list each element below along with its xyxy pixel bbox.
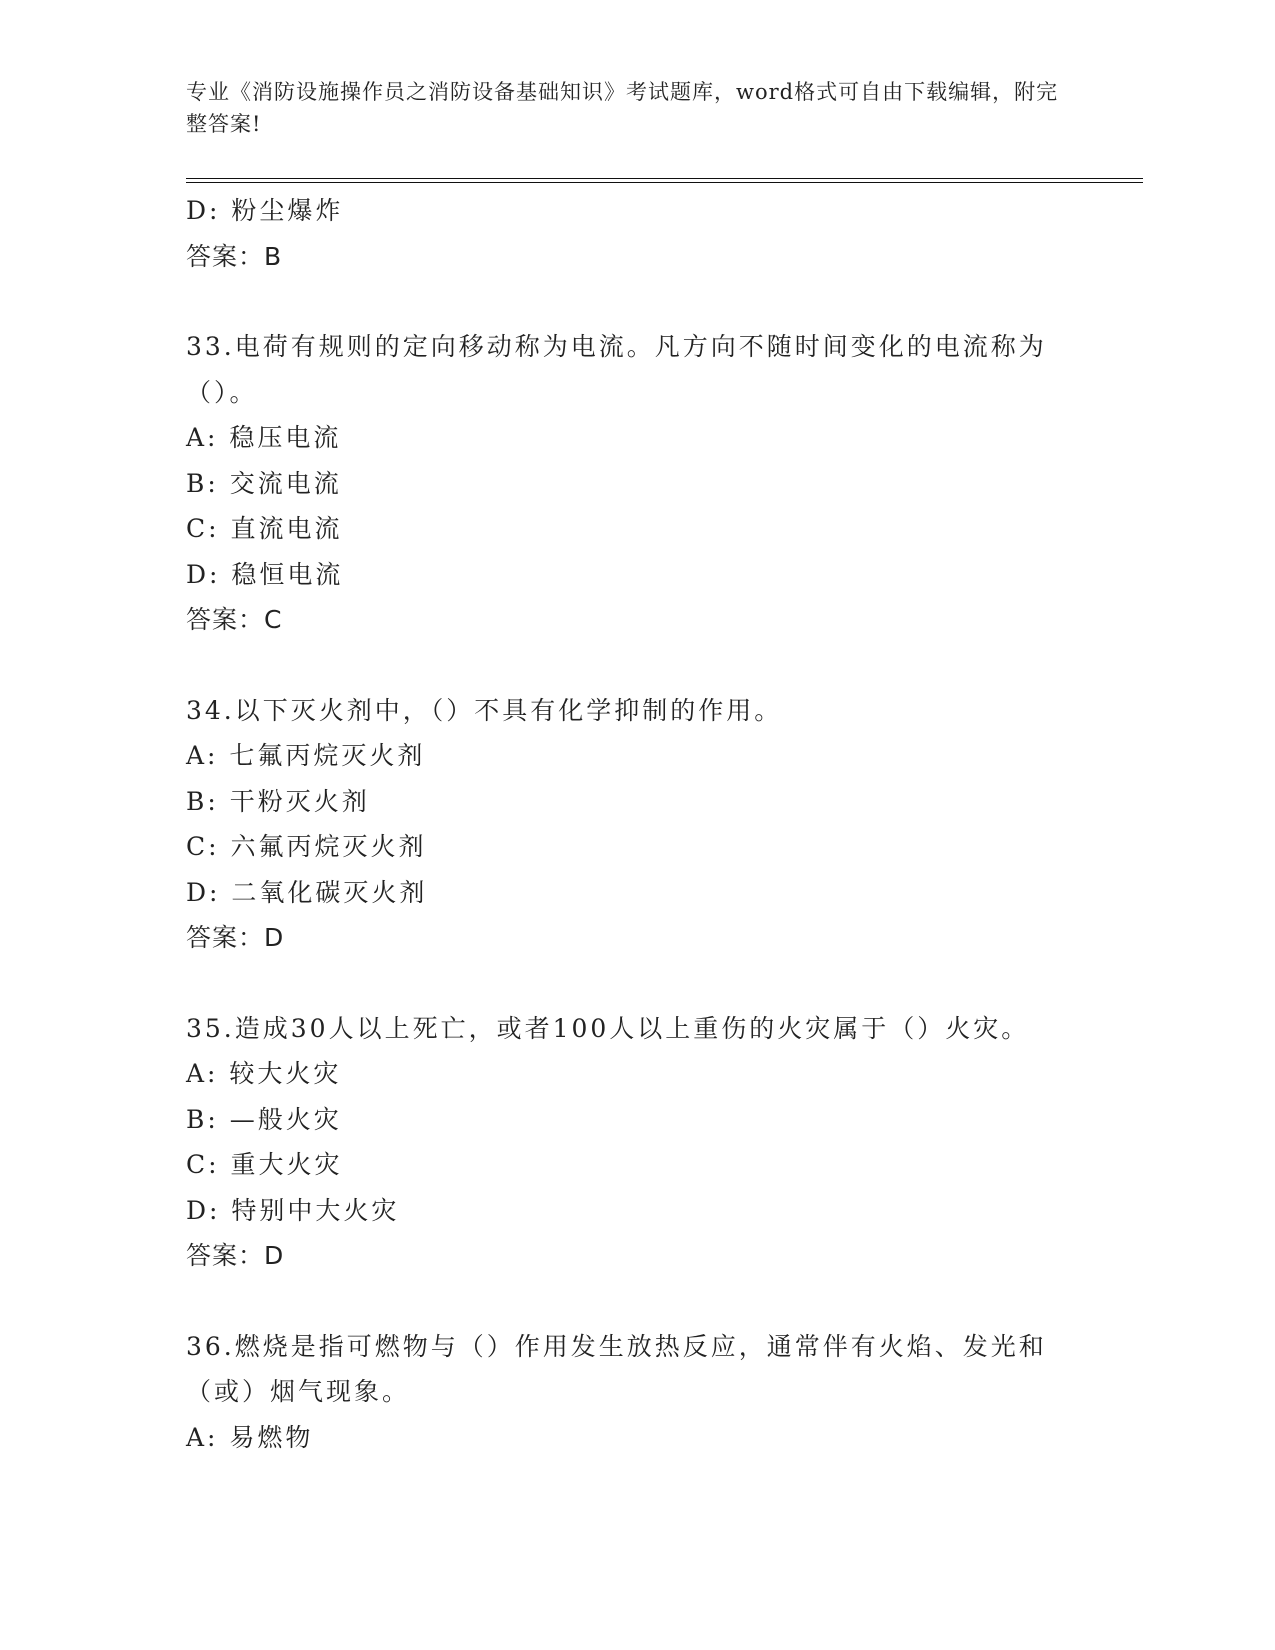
question-34-answer: 答案：D: [186, 923, 285, 952]
spacer: [186, 643, 1086, 688]
header-rule-top: [186, 178, 1143, 179]
question-36-line-2: （或）烟气现象。: [186, 1377, 411, 1406]
question-33-option-c: C: 直流电流: [186, 514, 343, 543]
question-33-line-2: （）。: [186, 377, 258, 407]
question-36-line-1: 36.燃烧是指可燃物与（）作用发生放热反应，通常伴有火焰、发光和: [186, 1331, 1047, 1361]
question-35-option-b: B: —般火灾: [186, 1104, 342, 1134]
question-34-option-d: D: 二氧化碳灭火剂: [186, 877, 428, 907]
question-34-option-a: A: 七氟丙烷灭火剂: [186, 741, 426, 770]
question-36-option-a: A: 易燃物: [186, 1422, 314, 1452]
question-33-option-a: A: 稳压电流: [186, 423, 342, 452]
question-35-option-a: A: 较大火灾: [186, 1059, 342, 1088]
prev-option-d: D: 粉尘爆炸: [186, 196, 344, 225]
prev-answer: 答案：B: [186, 241, 283, 271]
question-35-option-d: D: 特别中大火灾: [186, 1195, 400, 1225]
document-body: [186, 188, 1086, 1460]
question-35-line-1: 35.造成30人以上死亡，或者100人以上重伤的火灾属于（）火灾。: [186, 1013, 1030, 1043]
question-33-line-1: 33.电荷有规则的定向移动称为电流。凡方向不随时间变化的电流称为: [186, 332, 1047, 361]
spacer: [186, 279, 1086, 324]
spacer: [186, 1279, 1086, 1324]
question-33-option-b: B: 交流电流: [186, 468, 342, 498]
question-34-option-b: B: 干粉灭火剂: [186, 786, 370, 816]
question-33-option-d: D: 稳恒电流: [186, 559, 344, 589]
spacer: [186, 961, 1086, 1006]
question-33-answer: 答案：C: [186, 605, 283, 634]
question-34-line-1: 34.以下灭火剂中，（）不具有化学抑制的作用。: [186, 695, 783, 725]
document-header: 专业《消防设施操作员之消防设备基础知识》考试题库，word格式可自由下载编辑，附完整答案!: [186, 80, 1059, 136]
question-34-option-c: C: 六氟丙烷灭火剂: [186, 832, 427, 861]
question-35-option-c: C: 重大火灾: [186, 1150, 343, 1179]
header-rule-bottom: [186, 182, 1143, 183]
question-35-answer: 答案：D: [186, 1241, 285, 1270]
